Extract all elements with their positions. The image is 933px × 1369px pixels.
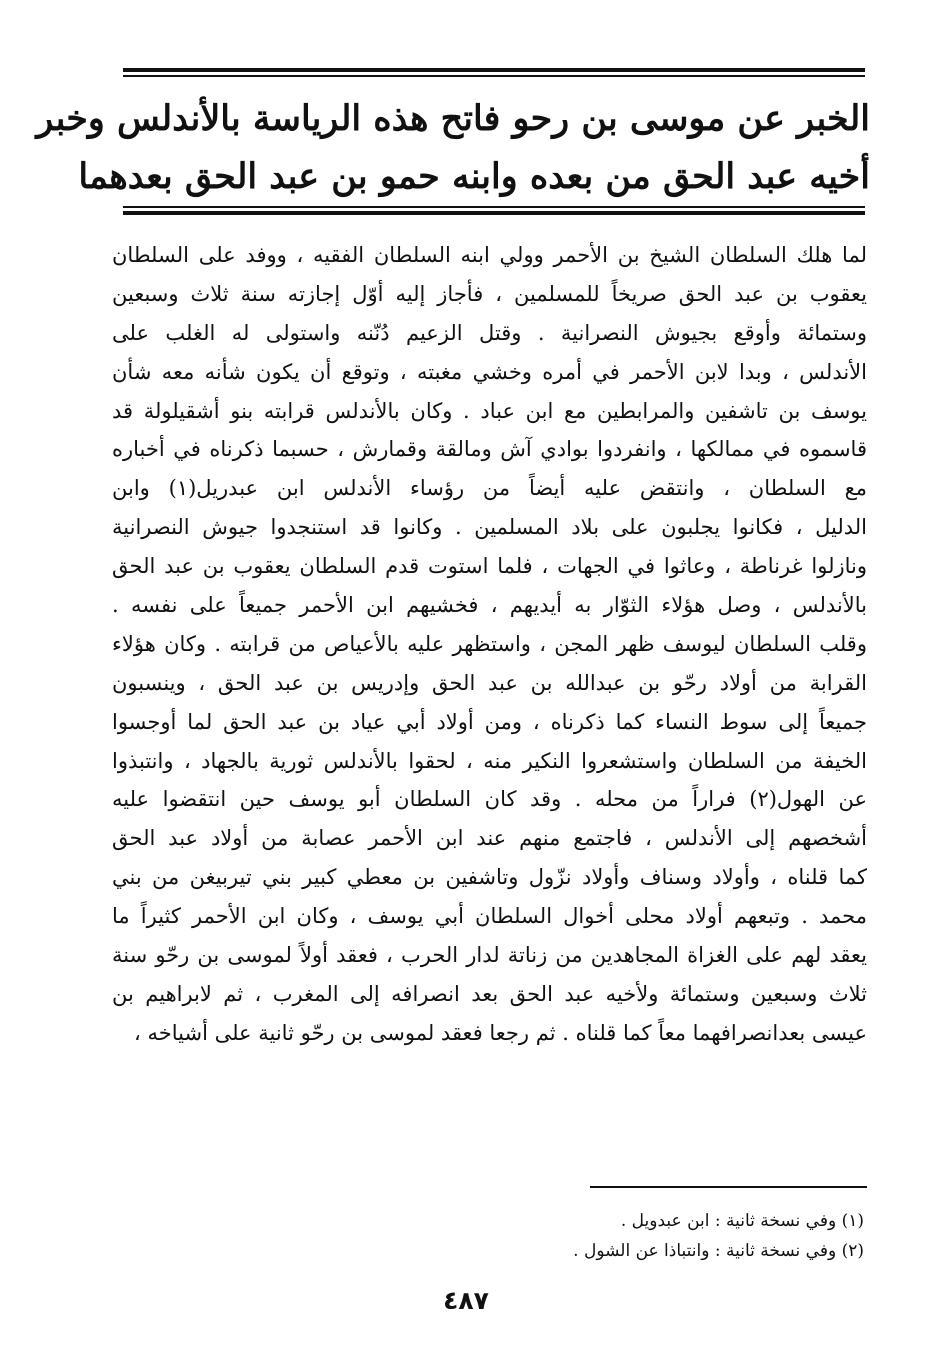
footnote-separator <box>590 1186 867 1188</box>
body-line: يوسف بن تاشفين والمرابطين مع ابن عباد . وكان بالأندلس قرابته بنو أشقيلولة قد <box>112 398 867 423</box>
footnote: (٢) وفي نسخة ثانية : وانتباذا عن الشول . <box>573 1241 864 1261</box>
heading-line: أخيه عبد الحق من بعده وابنه حمو بن عبد الحق بعدهما <box>78 156 870 197</box>
body-line: وستمائة وأوقع بجيوش النصرانية . وقتل الزعيم دُنّنه واستولى له الغلب على <box>112 320 867 345</box>
body-line: الأندلس ، وبدا لابن الأحمر في أمره وخشي مغبته ، وتوقع أن يكون شأنه معه شأن <box>112 359 867 384</box>
footnotes <box>400 1206 864 1266</box>
body-line: الدليل ، فكانوا يجلبون على بلاد المسلمين . وكانوا قد استنجدوا جيوش النصرانية <box>112 515 867 540</box>
header-rule-top-thin <box>123 75 865 77</box>
body-line: أشخصهم إلى الأندلس ، فاجتمع منهم عند ابن الأحمر عصابة من أولاد عبد الحق <box>112 826 867 851</box>
body-line: ونازلوا غرناطة ، وعاثوا في الجهات ، فلما استوت قدم السلطان يعقوب بن عبد الحق <box>112 554 867 579</box>
body-line: ثلاث وسبعين وستمائة ولأخيه عبد الحق بعد انصرافه إلى المغرب ، ثم لابراهيم بن <box>112 981 867 1006</box>
body-line: كما قلناه ، وأولاد وسناف وأولاد نزّول وتاشفين بن معطي كبير بني تيربيغن من بني <box>112 865 867 890</box>
body-line: مع السلطان ، وانتقض عليه أيضاً من رؤساء الأندلس ابن عبدريل(١) وابن <box>112 476 867 501</box>
footnote: (١) وفي نسخة ثانية : ابن عبدويل . <box>620 1211 864 1231</box>
body-line: قاسموه في ممالكها ، وانفردوا بوادي آش ومالقة وقمارش ، حسبما ذكرناه في أخباره <box>112 437 867 462</box>
header-rule-bottom-thin <box>123 206 865 208</box>
heading-line: الخبر عن موسى بن رحو فاتح هذه الرياسة بالأندلس وخبر <box>36 98 870 139</box>
header-rule-bottom-thick <box>123 211 865 215</box>
body-line: الخيفة من السلطان واستشعروا النكير منه ، لحقوا بالأندلس ثورية بالجهاد ، وانتبذوا <box>112 748 867 773</box>
body-line: القرابة من أولاد رحّو بن عبدالله بن عبد الحق وإدريس بن عبد الحق ، وينسبون <box>112 670 867 695</box>
header-rule-top-thick <box>123 68 865 72</box>
body-line: عن الهول(٢) فراراً من محله . وقد كان السلطان أبو يوسف حين انتقضوا عليه <box>112 787 867 812</box>
body-line: يعقوب بن عبد الحق صريخاً للمسلمين ، فأجاز إليه أوّل إجازته سنة ثلاث وسبعين <box>112 281 867 306</box>
body-line: جميعاً إلى سوط النساء كما ذكرناه ، ومن أولاد أبي عياد بن عبد الحق لما أوجسوا <box>112 709 867 734</box>
body-line: بالأندلس ، وصل هؤلاء الثوّار به أيديهم ، فخشيهم ابن الأحمر جميعاً على نفسه . <box>112 593 867 618</box>
body-line: لما هلك السلطان الشيخ بن الأحمر وولي ابنه السلطان الفقيه ، ووفد على السلطان <box>112 243 867 267</box>
page-number: ٤٨٧ <box>443 1286 489 1315</box>
body-line: محمد . وتبعهم أولاد محلى أخوال السلطان أبي يوسف ، وكان ابن الأحمر كثيراً ما <box>112 904 867 929</box>
body-line: يعقد لهم على الغزاة المجاهدين من زناتة لدار الحرب ، فعقد أولاً لموسى بن رحّو سنة <box>112 943 867 968</box>
body-line: عيسى بعدانصرافهما معاً كما قلناه . ثم رجعا فعقد لموسى بن رحّو ثانية على أشياخه ، <box>134 1020 867 1045</box>
body-line: وقلب السلطان ليوسف ظهر المجن ، واستظهر عليه بالأعياص من قرابته . وكان هؤلاء <box>112 631 867 656</box>
body-paragraph <box>112 236 867 1053</box>
chapter-heading <box>36 90 870 206</box>
